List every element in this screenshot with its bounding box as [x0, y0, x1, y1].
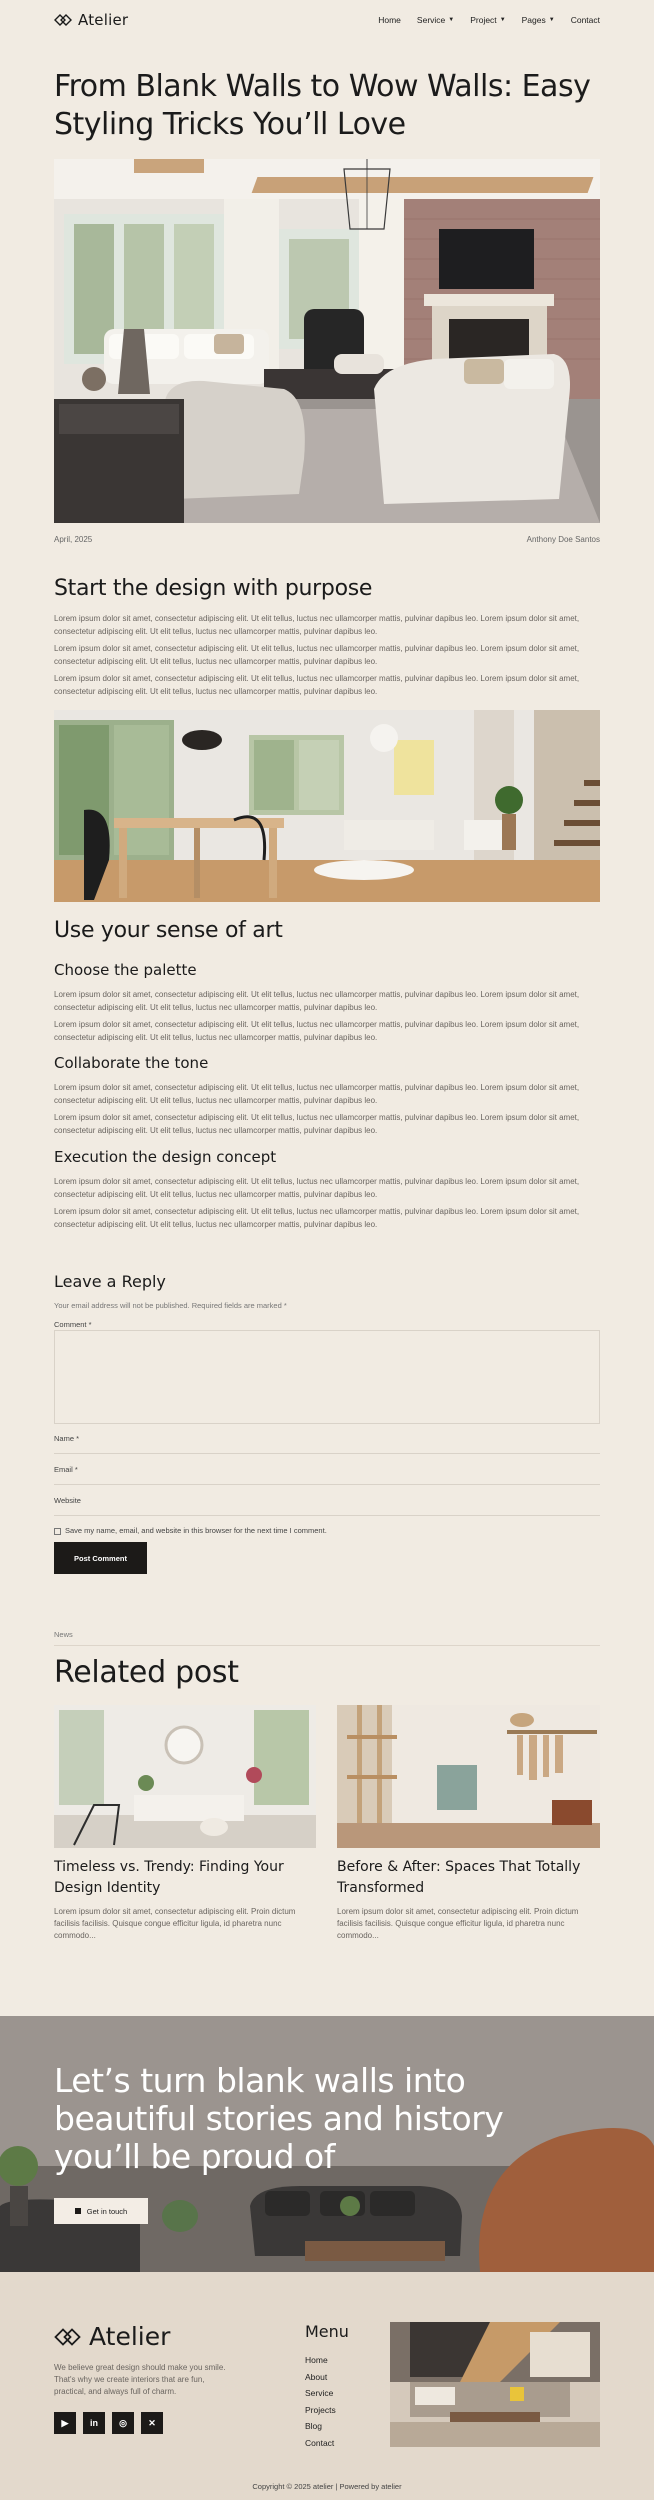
- nav-home[interactable]: [378, 15, 401, 25]
- post-title-line: Styling Tricks You’ll Love: [54, 107, 406, 142]
- footer-tagline: We believe great design should make you smile. That's why we create interiors that are fun, practical, and always full of charm.: [54, 2363, 226, 2396]
- dining-room-illustration: [54, 710, 600, 902]
- footer-menu-item[interactable]: Contact: [305, 2437, 335, 2448]
- body-paragraph: Lorem ipsum dolor sit amet, consectetur adipiscing elit. Ut elit tellus, luctus nec ullamcorper mattis, pulvinar dapibus leo. Lorem ipsum dolor sit amet, consectetur adipiscing elit. Ut elit tellus, luctus nec ullamcorper mattis, pulvinar dapibus leo.: [54, 1177, 580, 1199]
- comment-label: Comment *: [54, 1320, 92, 1329]
- related-image-2-illustration: [337, 1705, 600, 1848]
- living-room-illustration: [54, 159, 600, 523]
- subsection-heading: Choose the palette: [54, 961, 197, 979]
- site-header: [54, 0, 600, 40]
- footer-menu-item[interactable]: About: [305, 2371, 328, 2382]
- chevron-down-icon: ▼: [548, 17, 555, 23]
- post-meta: [54, 535, 600, 544]
- save-info-label: Save my name, email, and website in this browser for the next time I comment.: [65, 1526, 327, 1535]
- related-heading: Related post: [54, 1655, 239, 1690]
- brand-name: Atelier: [78, 11, 129, 29]
- name-label: Name *: [54, 1434, 80, 1443]
- cta-heading: [54, 2062, 554, 2176]
- footer-menu-item[interactable]: Blog: [305, 2421, 323, 2431]
- logo-icon: [54, 2328, 81, 2346]
- post-author[interactable]: Anthony Doe Santos: [526, 535, 600, 544]
- site-footer: [0, 2272, 654, 2500]
- footer-room-illustration: [390, 2322, 600, 2447]
- footer-brand-name: Atelier: [89, 2322, 171, 2351]
- copyright: Copyright © 2025 atelier | Powered by atelier: [252, 2482, 402, 2491]
- social-links: [54, 2412, 163, 2434]
- cta-heading-line: Let’s turn blank walls into: [54, 2061, 466, 2100]
- related-card-2-excerpt: Lorem ipsum dolor sit amet, consectetur adipiscing elit. Proin dictum facilisis facilisis. Quisque congue efficitur ligula, id pharetra nunc commodo...: [337, 1907, 579, 1940]
- hero-image: [54, 159, 600, 523]
- body-paragraph: Lorem ipsum dolor sit amet, consectetur adipiscing elit. Ut elit tellus, luctus nec ullamcorper mattis, pulvinar dapibus leo. Lorem ipsum dolor sit amet, consectetur adipiscing elit. Ut elit tellus, luctus nec ullamcorper mattis, pulvinar dapibus leo.: [54, 1113, 580, 1135]
- nav-label: Pages: [521, 15, 546, 25]
- youtube-icon[interactable]: ▶: [54, 2412, 76, 2434]
- related-card-1-image[interactable]: [54, 1705, 316, 1848]
- submit-wrapper: [54, 1542, 147, 1574]
- related-card-2-title[interactable]: Before & After: Spaces That Totally Transformed: [337, 1859, 581, 1896]
- post-title: [54, 68, 600, 144]
- instagram-icon[interactable]: ◎: [112, 2412, 134, 2434]
- get-in-touch-label: Get in touch: [86, 2206, 128, 2216]
- footer-logo[interactable]: [54, 2322, 170, 2351]
- related-card-1-title[interactable]: Timeless vs. Trendy: Finding Your Design Identity: [54, 1859, 284, 1896]
- main-nav: [378, 15, 600, 25]
- email-label: Email *: [54, 1465, 78, 1474]
- post-comment-button[interactable]: Post Comment: [54, 1542, 147, 1574]
- body-paragraph: Lorem ipsum dolor sit amet, consectetur adipiscing elit. Ut elit tellus, luctus nec ullamcorper mattis, pulvinar dapibus leo. Lorem ipsum dolor sit amet, consectetur adipiscing elit. Ut elit tellus, luctus nec ullamcorper mattis, pulvinar dapibus leo.: [54, 1083, 580, 1105]
- email-input[interactable]: [54, 1477, 600, 1485]
- nav-label: Contact: [570, 15, 600, 25]
- related-image-1-illustration: [54, 1705, 316, 1848]
- footer-menu-heading: Menu: [305, 2322, 349, 2341]
- reply-note: Your email address will not be published. Required fields are marked *: [54, 1301, 287, 1310]
- footer-menu: [305, 2352, 336, 2451]
- chevron-down-icon: ▼: [499, 17, 506, 23]
- logo-icon: [54, 14, 72, 26]
- post-title-line: From Blank Walls to Wow Walls: Easy: [54, 69, 591, 104]
- subsection-heading: Collaborate the tone: [54, 1054, 209, 1072]
- dining-room-image: [54, 710, 600, 902]
- subsection-heading: Execution the design concept: [54, 1148, 277, 1166]
- body-paragraph: Lorem ipsum dolor sit amet, consectetur adipiscing elit. Ut elit tellus, luctus nec ullamcorper mattis, pulvinar dapibus leo. Lorem ipsum dolor sit amet, consectetur adipiscing elit. Ut elit tellus, luctus nec ullamcorper mattis, pulvinar dapibus leo.: [54, 674, 580, 696]
- get-in-touch-button[interactable]: [54, 2198, 148, 2224]
- chevron-down-icon: ▼: [448, 17, 455, 23]
- save-info-checkbox[interactable]: [54, 1528, 61, 1535]
- website-label: Website: [54, 1496, 81, 1505]
- footer-menu-item[interactable]: Service: [305, 2388, 334, 2398]
- body-paragraph: Lorem ipsum dolor sit amet, consectetur adipiscing elit. Ut elit tellus, luctus nec ullamcorper mattis, pulvinar dapibus leo. Lorem ipsum dolor sit amet, consectetur adipiscing elit. Ut elit tellus, luctus nec ullamcorper mattis, pulvinar dapibus leo.: [54, 990, 580, 1012]
- related-category: News: [54, 1630, 73, 1639]
- nav-contact[interactable]: [571, 15, 600, 25]
- linkedin-icon[interactable]: in: [83, 2412, 105, 2434]
- square-bullet-icon: [75, 2208, 81, 2214]
- related-card-1-excerpt: Lorem ipsum dolor sit amet, consectetur adipiscing elit. Proin dictum facilisis facilisis. Quisque congue efficitur ligula, id pharetra nunc commodo...: [54, 1907, 296, 1940]
- related-card-2-image[interactable]: [337, 1705, 600, 1848]
- comment-textarea[interactable]: [54, 1330, 600, 1424]
- divider: [54, 1645, 600, 1646]
- nav-label: Home: [378, 15, 401, 25]
- nav-pages[interactable]: [522, 15, 555, 25]
- footer-menu-item[interactable]: Projects: [305, 2404, 336, 2415]
- body-paragraph: Lorem ipsum dolor sit amet, consectetur adipiscing elit. Ut elit tellus, luctus nec ullamcorper mattis, pulvinar dapibus leo. Lorem ipsum dolor sit amet, consectetur adipiscing elit. Ut elit tellus, luctus nec ullamcorper mattis, pulvinar dapibus leo.: [54, 644, 580, 666]
- cta-banner: [0, 2016, 654, 2272]
- name-input[interactable]: [54, 1446, 600, 1454]
- body-paragraph: Lorem ipsum dolor sit amet, consectetur adipiscing elit. Ut elit tellus, luctus nec ullamcorper mattis, pulvinar dapibus leo. Lorem ipsum dolor sit amet, consectetur adipiscing elit. Ut elit tellus, luctus nec ullamcorper mattis, pulvinar dapibus leo.: [54, 1020, 580, 1042]
- cta-heading-line: beautiful stories and history: [54, 2099, 504, 2138]
- nav-service[interactable]: [417, 15, 454, 25]
- website-input[interactable]: [54, 1508, 600, 1516]
- body-paragraph: Lorem ipsum dolor sit amet, consectetur adipiscing elit. Ut elit tellus, luctus nec ullamcorper mattis, pulvinar dapibus leo. Lorem ipsum dolor sit amet, consectetur adipiscing elit. Ut elit tellus, luctus nec ullamcorper mattis, pulvinar dapibus leo.: [54, 614, 580, 636]
- post-date: April, 2025: [54, 535, 93, 544]
- save-info-row: [54, 1526, 600, 1535]
- nav-project[interactable]: [470, 15, 505, 25]
- body-paragraph: Lorem ipsum dolor sit amet, consectetur adipiscing elit. Ut elit tellus, luctus nec ullamcorper mattis, pulvinar dapibus leo. Lorem ipsum dolor sit amet, consectetur adipiscing elit. Ut elit tellus, luctus nec ullamcorper mattis, pulvinar dapibus leo.: [54, 1207, 580, 1229]
- x-icon[interactable]: ✕: [141, 2412, 163, 2434]
- section-heading: Use your sense of art: [54, 918, 283, 943]
- footer-menu-item[interactable]: Home: [305, 2355, 328, 2365]
- reply-heading: Leave a Reply: [54, 1272, 166, 1291]
- footer-image: [390, 2322, 600, 2447]
- brand-logo[interactable]: [54, 11, 128, 29]
- nav-label: Project: [470, 15, 497, 25]
- nav-label: Service: [416, 15, 446, 25]
- cta-heading-line: you’ll be proud of: [54, 2137, 335, 2176]
- section-heading: Start the design with purpose: [54, 576, 373, 601]
